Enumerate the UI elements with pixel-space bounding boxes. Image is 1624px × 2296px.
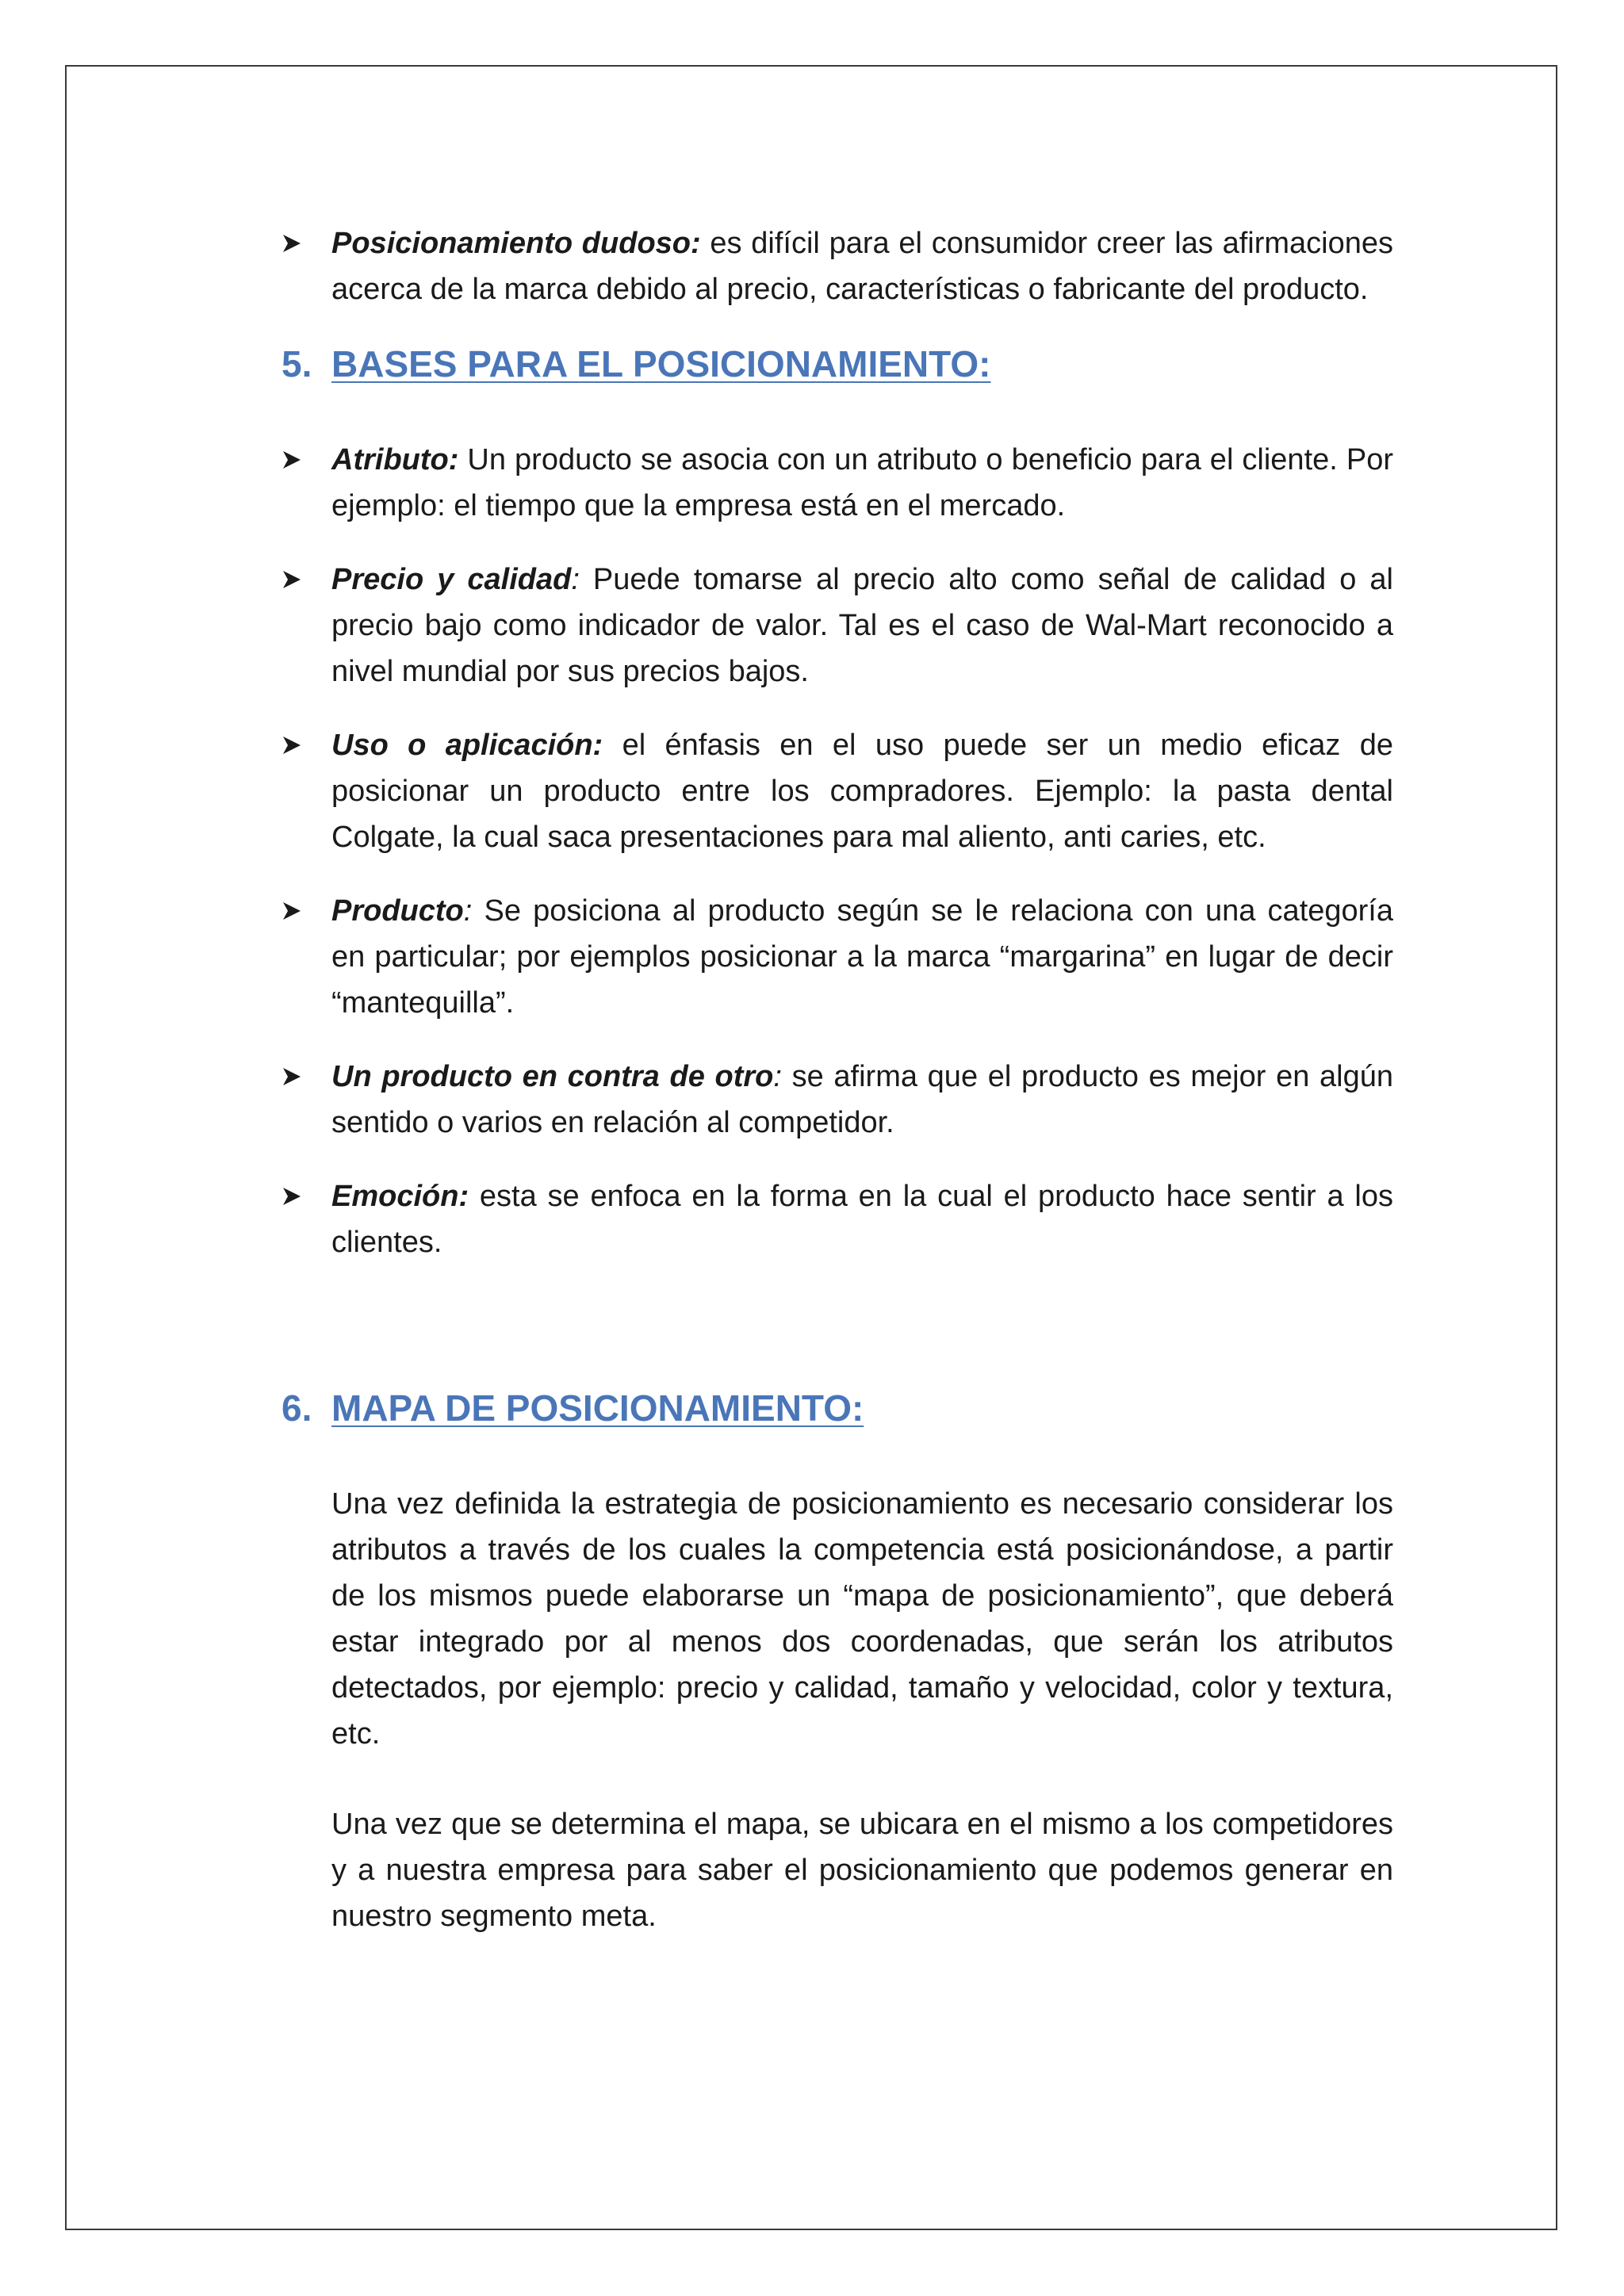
bullet-item-uso-aplicacion: [282, 722, 1393, 860]
section-heading-mapa: [282, 1384, 1393, 1432]
arrowhead-bullet-icon: [282, 901, 302, 921]
arrowhead-bullet-icon: [282, 735, 302, 756]
bullet-text: Puede tomarse al precio alto como señal de calidad o al precio bajo como indicador de valor. Tal es el caso de Wal-Mart reconocido a nivel mundial por sus precios bajos.: [331, 563, 1393, 688]
section-number: 6.: [282, 1387, 312, 1429]
bullet-item-emocion: [282, 1173, 1393, 1265]
bullet-term: Un producto en contra de otro: [331, 1060, 774, 1093]
arrowhead-bullet-icon: [282, 450, 302, 470]
document-body: [282, 220, 1393, 1984]
bullet-item-atributo: [282, 437, 1393, 529]
bullet-separator: :: [463, 894, 473, 928]
bullet-separator: :: [773, 1060, 782, 1093]
section-heading-bases: [282, 340, 1393, 388]
arrowhead-bullet-icon: [282, 569, 302, 590]
bullet-text: se afirma que el producto es mejor en algún sentido o varios en relación al competidor.: [331, 1060, 1393, 1139]
section-title: MAPA DE POSICIONAMIENTO:: [331, 1387, 864, 1429]
paragraph: Una vez que se determina el mapa, se ubicara en el mismo a los competidores y a nuestra empresa para saber el posicionamiento que podemos generar en nuestro segmento meta.: [331, 1808, 1393, 1933]
bullet-item-producto-contra-otro: [282, 1054, 1393, 1146]
paragraph: Una vez definida la estrategia de posicionamiento es necesario considerar los atributos a través de los cuales la competencia está posicionándose, a partir de los mismos puede elaborarse un “mapa de posicionamiento”, que deberá estar integrado por al menos dos coordenadas, que serán los atributos detectados, por ejemplo: precio y calidad, tamaño y velocidad, color y textura, etc.: [331, 1487, 1393, 1751]
section-title: BASES PARA EL POSICIONAMIENTO:: [331, 343, 991, 385]
arrowhead-bullet-icon: [282, 1066, 302, 1087]
bullet-text: el énfasis en el uso puede ser un medio eficaz de posicionar un producto entre los compradores. Ejemplo: la pasta dental Colgate, la cual saca presentaciones para mal aliento, anti caries, etc.: [331, 729, 1393, 854]
bullet-term: Precio y calidad: [331, 563, 572, 596]
bullet-term: Atributo:: [331, 443, 459, 476]
bullet-separator: :: [571, 563, 580, 596]
bullet-text: es difícil para el consumidor creer las afirmaciones acerca de la marca debido al precio, características o fabricante del producto.: [331, 227, 1393, 306]
bullet-term: Uso o aplicación:: [331, 729, 603, 762]
arrowhead-bullet-icon: [282, 233, 302, 254]
bullet-term: Posicionamiento dudoso:: [331, 227, 701, 260]
bullet-text: Se posiciona al producto según se le relaciona con una categoría en particular; por ejemplos posicionar a la marca “margarina” en lugar de decir “mantequilla”.: [331, 894, 1393, 1020]
arrowhead-bullet-icon: [282, 1186, 302, 1207]
section-number: 5.: [282, 343, 312, 385]
bullet-item-posicionamiento-dudoso: [282, 220, 1393, 312]
bullet-item-precio-calidad: [282, 557, 1393, 695]
bullet-text: esta se enfoca en la forma en la cual el producto hace sentir a los clientes.: [331, 1180, 1393, 1259]
bullet-term: Emoción:: [331, 1180, 469, 1213]
bullet-term: Producto: [331, 894, 464, 928]
bullet-text: Un producto se asocia con un atributo o beneficio para el cliente. Por ejemplo: el tiempo que la empresa está en el mercado.: [331, 443, 1393, 522]
bullet-item-producto: [282, 888, 1393, 1026]
